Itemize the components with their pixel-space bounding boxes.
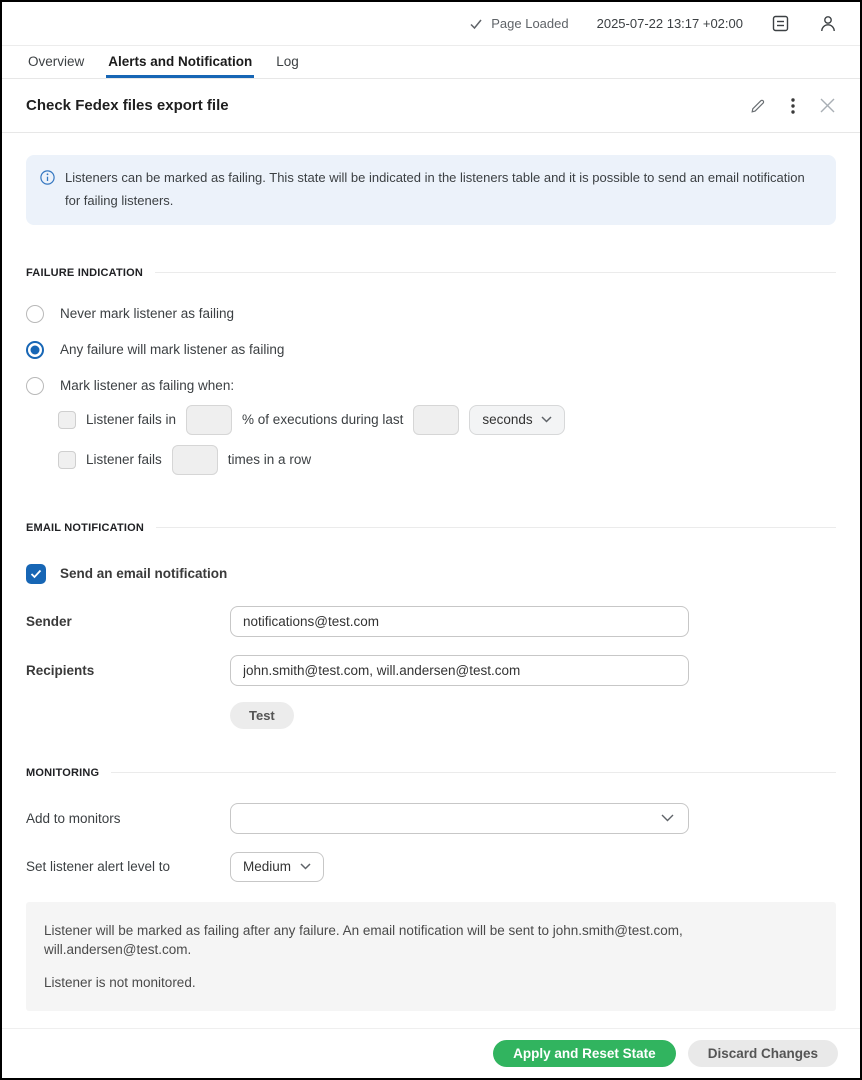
user-icon [818,14,838,34]
recipients-row [26,655,836,686]
condition-text: Listener fails [86,452,162,467]
tab-overview[interactable]: Overview [28,54,85,69]
close-button[interactable] [819,97,836,114]
info-banner [26,155,836,225]
condition-percent-checkbox[interactable] [58,411,76,429]
page-status [469,16,568,31]
sender-input[interactable] [230,606,689,637]
send-email-checkbox[interactable] [26,564,46,584]
alert-level-row [26,852,836,882]
title-row [2,79,860,133]
send-email-row[interactable] [26,564,836,584]
condition-text: Listener fails in [86,412,177,427]
chevron-down-icon [300,863,311,870]
title-actions [749,97,836,115]
radio-never-failing[interactable] [26,305,836,323]
section-divider [111,772,836,773]
tab-alerts-and-notification[interactable]: Alerts and Notification [106,46,254,78]
radio-icon[interactable] [26,377,44,395]
section-monitoring [26,767,836,779]
close-icon [819,97,836,114]
page-status-label: Page Loaded [491,16,569,31]
sender-label: Sender [26,613,72,629]
sender-row [26,606,836,637]
condition-text: % of executions during last [242,412,404,427]
summary-line-1: Listener will be marked as failing after any failure. An email notification will be sent to john.smith@test.com, will.andersen@test.com. [44,922,683,958]
send-email-label: Send an email notification [60,566,228,581]
section-title: EMAIL NOTIFICATION [26,521,145,534]
section-divider [155,272,836,273]
apply-and-reset-state-button[interactable]: Apply and Reset State [493,1040,676,1067]
add-to-monitors-select[interactable] [230,803,689,834]
more-options-button[interactable] [791,98,795,114]
add-to-monitors-label: Add to monitors [26,810,121,826]
comment-icon [771,14,790,33]
pencil-icon [749,97,767,115]
timestamp: 2025-07-22 13:17 +02:00 [596,16,743,31]
page-title: Check Fedex files export file [26,97,229,114]
radio-any-failure[interactable] [26,341,836,359]
tab-log[interactable]: Log [276,54,299,69]
check-icon [30,569,42,579]
topbar [2,2,860,46]
discard-changes-button[interactable]: Discard Changes [688,1040,838,1067]
percent-input[interactable] [186,405,232,435]
chevron-down-icon [661,814,674,822]
time-unit-value: seconds [482,412,533,427]
times-in-row-input[interactable] [172,445,218,475]
radio-label: Any failure will mark listener as failing [60,342,285,357]
summary-line-2: Listener is not monitored. [44,974,196,990]
test-button[interactable]: Test [230,702,294,729]
section-divider [156,527,836,528]
summary-box [26,902,836,1012]
condition-text: times in a row [227,452,312,467]
condition-row-row [58,445,836,475]
radio-icon-selected[interactable] [26,341,44,359]
radio-label: Mark listener as failing when: [60,378,235,393]
duration-input[interactable] [413,405,459,435]
recipients-label: Recipients [26,662,95,678]
failure-options [26,305,836,475]
user-button[interactable] [818,14,838,34]
alert-level-select[interactable] [230,852,324,882]
condition-row-checkbox[interactable] [58,451,76,469]
chevron-down-icon [541,416,552,423]
tab-bar [2,46,860,79]
add-to-monitors-row [26,803,836,834]
edit-button[interactable] [749,97,767,115]
comments-button[interactable] [771,14,790,33]
radio-icon[interactable] [26,305,44,323]
footer-bar [2,1028,860,1078]
check-icon [469,17,483,31]
section-title: FAILURE INDICATION [26,266,144,279]
section-title: MONITORING [26,766,100,779]
radio-failing-when[interactable] [26,377,836,395]
test-row [230,702,836,729]
recipients-input[interactable] [230,655,689,686]
time-unit-select[interactable] [469,405,564,435]
radio-label: Never mark listener as failing [60,306,235,321]
info-icon [40,170,55,185]
alert-level-value: Medium [243,859,292,874]
info-banner-text: Listeners can be marked as failing. This state will be indicated in the listeners table and it is possible to send an email notification for failing listeners. [65,170,805,208]
alert-level-label: Set listener alert level to [26,859,171,874]
condition-percent-row [58,405,836,435]
kebab-icon [791,98,795,114]
section-email-notification [26,522,836,534]
section-failure-indication [26,267,836,279]
